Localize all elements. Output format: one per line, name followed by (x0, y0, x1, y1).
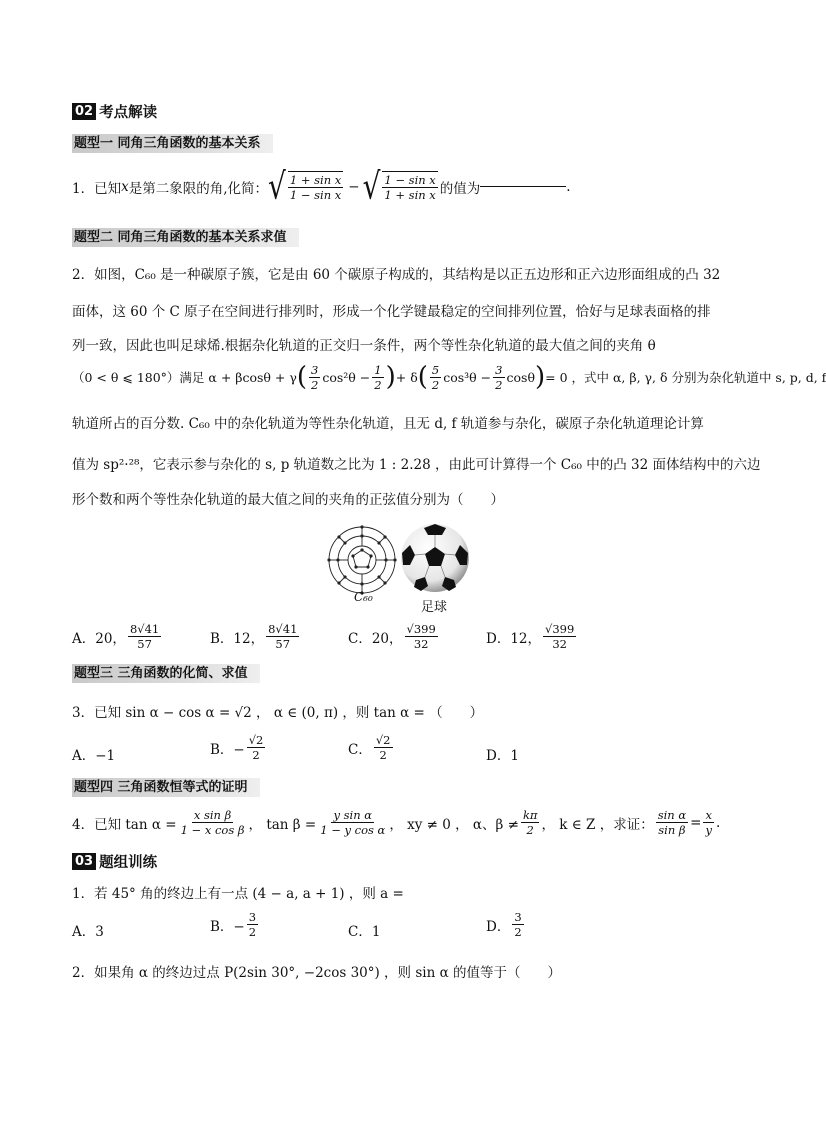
option-denominator: 2 (252, 748, 260, 762)
q4-frac-1-den: 1 − x cos β (180, 823, 245, 837)
q2-l4-f: = 0 ，式中 α, β, γ, δ 分别为杂化轨道中 s, p, d, f (545, 370, 826, 385)
section-header-03 (72, 851, 157, 872)
q1-mid: 是第二象限的角,化简： (128, 180, 269, 197)
q2-frac-3-num: 5 (431, 362, 440, 377)
q4-frac-3-num: kπ (522, 808, 538, 822)
practice-1: 1．若 45° 角的终边上有一点 (4 − a, a + 1) ，则 a = (72, 886, 404, 902)
section-number: 03 (72, 853, 96, 870)
q4-part-e: = (690, 814, 702, 831)
option-denominator: 2 (514, 925, 522, 939)
q2-frac-2-num: 1 (374, 362, 382, 377)
question-1 (72, 164, 571, 208)
option-numerator: 8√41 (129, 622, 160, 636)
option-denominator: 2 (379, 748, 387, 762)
q1-suffix: 的值为 (439, 180, 481, 197)
q4-frac-2-num: y sin α (333, 808, 373, 822)
question-type-3-label: 题型三 三角函数的化简、求值 (72, 664, 260, 683)
p1-option-d[interactable] (486, 910, 526, 939)
q4-frac-3-den: 2 (526, 823, 534, 837)
q4-part-a: 4．已知 tan α = (72, 816, 177, 833)
q2-l4-e: cosθ (506, 369, 535, 385)
q2-l4-d: cos³θ − (443, 369, 492, 385)
q2-option-b[interactable] (210, 622, 301, 651)
q3-option-a[interactable]: A．−1 (72, 748, 116, 764)
soccer-ball-label: 足球 (421, 600, 448, 615)
question-3: 3．已知 sin α − cos α = √2 ， α ∈ (0, π) ，则 tan α = （ ） (72, 705, 484, 721)
option-numerator: √399 (406, 622, 436, 636)
q1-denominator-2: 1 + sin x (384, 188, 436, 202)
q4-part-c: ， xy ≠ 0 ， α、β ≠ (389, 816, 519, 833)
q2-frac-3-den: 2 (431, 377, 440, 392)
q4-end: . (715, 814, 721, 831)
q2-l4-c: + δ (395, 369, 418, 385)
option-denominator: 2 (248, 925, 257, 939)
q4-part-b: ， tan β = (248, 816, 317, 833)
q2-frac-1-num: 3 (311, 362, 319, 377)
option-label: C．20， (348, 630, 403, 647)
soccer-ball-figure (400, 523, 470, 593)
q2-line-2: 面体，这 60 个 C 原子在空间进行排列时，形成一个化学键最稳定的空间排列位置，恰好与足球表面格的排 (72, 304, 711, 320)
option-label: A．20， (72, 630, 126, 647)
q2-frac-2-den: 2 (374, 377, 382, 392)
section-title: 题组训练 (99, 855, 158, 871)
q4-frac-2-den: 1 − y cos α (320, 823, 386, 837)
q2-line-4: （0 < θ ⩽ 180°）满足 α + βcosθ + γ ( $\frac{3}{2}$ cos²θ − $\frac{1}{2}$ ) + δ ( $\frac{5}{2}$ cos³θ − $\frac{3}{2}$ cosθ ) = 0 ，式中 α, β, γ, δ 分别为杂化轨道中 s, p, d, f (72, 362, 826, 392)
q3-option-d[interactable]: D．1 (486, 748, 519, 764)
q4-part-d: ， k ∈ Z ，求证： (541, 816, 654, 833)
q2-option-a[interactable] (72, 622, 163, 651)
p1-option-b[interactable] (210, 910, 260, 939)
option-label: B．12， (210, 630, 265, 647)
answer-blank[interactable] (480, 186, 566, 187)
q1-minus: − (348, 178, 360, 195)
option-label: B．− (210, 741, 245, 758)
option-label: D．12， (486, 630, 542, 647)
option-label: B．− (210, 918, 245, 935)
q2-frac-4-den: 2 (495, 377, 503, 392)
q2-l4-a: （0 < θ ⩽ 180°）满足 α + βcosθ + γ (72, 370, 297, 385)
option-numerator: √2 (248, 733, 264, 747)
q2-line-7: 形个数和两个等性杂化轨道的最大值之间的夹角的正弦值分别为（ ） (72, 492, 504, 508)
option-numerator: 3 (514, 910, 522, 924)
q2-option-d[interactable] (486, 622, 578, 651)
q3-option-c[interactable] (348, 733, 395, 762)
question-type-2-label: 题型二 同角三角函数的基本关系求值 (72, 228, 299, 247)
option-denominator: 57 (275, 637, 291, 651)
q4-frac-1-num: x sin β (193, 808, 232, 822)
q1-end: . (566, 178, 571, 195)
q1-prefix: 1．已知 (72, 180, 122, 197)
q4-frac-5-den: y (705, 823, 712, 837)
q2-option-c[interactable] (348, 622, 440, 651)
option-numerator: 8√41 (268, 622, 298, 636)
q1-radical-1: √ $\frac{\text{1 + sin x}}{\text{1 − sin x}}$ (268, 164, 342, 208)
section-title: 考点解读 (99, 105, 158, 121)
c60-figure-label: C₆₀ (354, 590, 373, 604)
q4-frac-4-num: sin α (657, 808, 687, 822)
practice-2: 2．如果角 α 的终边过点 P(2sin 30°, −2cos 30°) ，则 sin α 的值等于（ ） (72, 965, 561, 981)
p1-option-c[interactable]: C．1 (348, 924, 381, 940)
section-number: 02 (72, 103, 96, 120)
option-numerator: 3 (248, 910, 257, 924)
q2-line-1: 2．如图，C₆₀ 是一种碳原子簇，它是由 60 个碳原子构成的，其结构是以正五边形和正六边形面组成的凸 32 (72, 267, 721, 283)
option-denominator: 32 (413, 637, 429, 651)
q4-frac-4-den: sin β (658, 823, 686, 837)
q1-denominator-1: 1 − sin x (289, 188, 342, 202)
section-header-02 (72, 101, 157, 122)
q2-line-6: 值为 sp²·²⁸，它表示参与杂化的 s, p 轨道数之比为 1 : 2.28 ，由此可计算得一个 C₆₀ 中的凸 32 面体结构中的六边 (72, 457, 761, 473)
q2-line-5: 轨道所占的百分数. C₆₀ 中的杂化轨道为等性杂化轨道，且无 d, f 轨道参与杂化，碳原子杂化轨道理论计算 (72, 416, 704, 432)
question-4 (72, 808, 720, 837)
option-numerator: √2 (375, 733, 391, 747)
option-denominator: 32 (552, 637, 567, 651)
q2-line-3: 列一致，因此也叫足球烯.根据杂化轨道的正交归一条件，两个等性杂化轨道的最大值之间的夹角 θ (72, 338, 656, 354)
q1-var: x (121, 178, 129, 195)
option-label: D． (486, 918, 511, 935)
q1-radical-2: √ $\frac{\text{1 − sin x}}{\text{1 + sin x}}$ (362, 164, 436, 208)
question-type-1-label: 题型一 同角三角函数的基本关系 (72, 134, 273, 153)
q2-frac-4-num: 3 (495, 362, 503, 377)
p1-option-a[interactable]: A．3 (72, 924, 104, 940)
q1-numerator-2: 1 − sin x (384, 173, 436, 187)
q1-numerator-1: 1 + sin x (289, 173, 342, 187)
question-type-4-label: 题型四 三角函数恒等式的证明 (72, 778, 260, 797)
q2-l4-b: cos²θ − (322, 369, 371, 385)
q3-option-b[interactable] (210, 733, 267, 762)
q2-frac-1-den: 2 (311, 377, 319, 392)
q4-frac-5-num: x (705, 808, 712, 822)
option-numerator: √399 (545, 622, 575, 636)
option-denominator: 57 (137, 637, 152, 651)
option-label: C． (348, 741, 372, 758)
